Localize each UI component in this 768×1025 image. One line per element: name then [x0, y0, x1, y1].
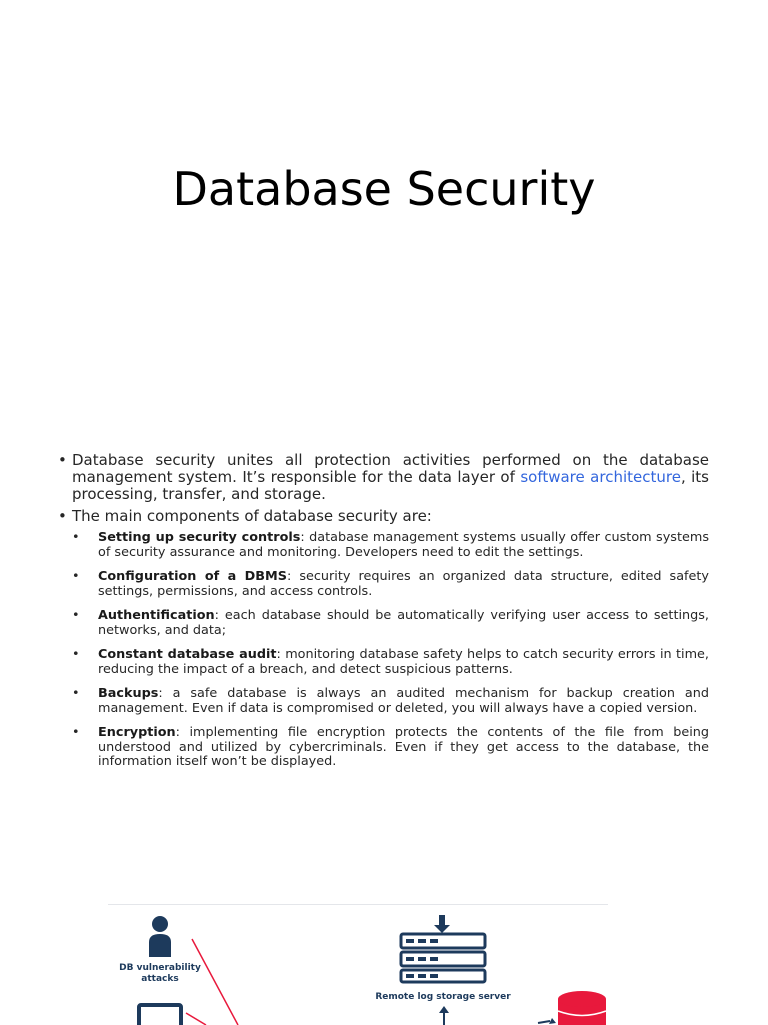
bullet-dot: •	[58, 451, 67, 469]
component-desc: : security requires an organized data structure, edited safety settings, permissions, and access controls.	[98, 569, 710, 599]
list-item	[58, 726, 709, 770]
intro-text-end: , its processing, transfer, and storage.	[72, 468, 709, 503]
bullet-dot: •	[72, 686, 80, 701]
server-icon	[401, 934, 485, 982]
list-item	[58, 531, 709, 560]
download-arrow-icon	[434, 915, 450, 933]
bullet-dot: •	[72, 647, 80, 662]
security-diagram	[108, 904, 608, 1025]
content-body	[58, 452, 709, 780]
component-term: Setting up security controls	[98, 530, 301, 545]
intro-bullet	[58, 452, 709, 503]
component-desc: : database management systems usually offer custom systems of security assurance and monitoring. Developers need to edit the settings.	[98, 530, 709, 560]
component-desc: : a safe database is always an audited mechanism for backup creation and management. Even if data is compromised or deleted, you will always have a copied version.	[98, 686, 709, 716]
attacks-label: DB vulnerability attacks	[119, 963, 201, 984]
components-bullet	[58, 508, 709, 525]
bullet-dot: •	[72, 725, 80, 740]
component-desc: : each database should be automatically verifying user access to settings, networks, and data;	[98, 608, 709, 638]
software-architecture-link[interactable]: software architecture	[520, 468, 681, 486]
component-desc: : monitoring database safety helps to catch security errors in time, reducing the impact of a breach, and detect suspicious patterns.	[98, 647, 709, 677]
bullet-dot: •	[72, 530, 80, 545]
components-list	[58, 531, 709, 770]
page-title: Database Security	[172, 162, 596, 216]
attack-line	[186, 1013, 206, 1025]
database-icon	[558, 991, 606, 1025]
intro-paragraph	[72, 452, 709, 503]
bullet-dot: •	[58, 507, 67, 525]
bullet-dot: •	[72, 569, 80, 584]
components-heading: The main components of database security are:	[72, 507, 432, 525]
component-term: Configuration of a DBMS	[98, 569, 287, 584]
component-desc: : implementing file encryption protects the contents of the file from being understood and utilized by cybercriminals. Even if they get access to the database, the information itself won’t be displayed.	[98, 725, 709, 769]
component-term: Encryption	[98, 725, 176, 740]
list-item	[58, 687, 709, 716]
upload-arrow-icon	[439, 1006, 449, 1025]
intro-text: Database security unites all protection activities performed on the database management system. It’s responsible for the data layer of	[72, 451, 709, 486]
user-icon	[149, 916, 171, 957]
component-term: Authentification	[98, 608, 215, 623]
bullet-dot: •	[72, 608, 80, 623]
component-term: Backups	[98, 686, 159, 701]
list-item	[58, 609, 709, 638]
component-term: Constant database audit	[98, 647, 277, 662]
list-item	[58, 570, 709, 599]
arrow-to-db-icon	[538, 1018, 556, 1024]
list-item	[58, 648, 709, 677]
monitor-icon	[139, 1005, 181, 1025]
log-server-label: Remote log storage server	[375, 992, 511, 1002]
